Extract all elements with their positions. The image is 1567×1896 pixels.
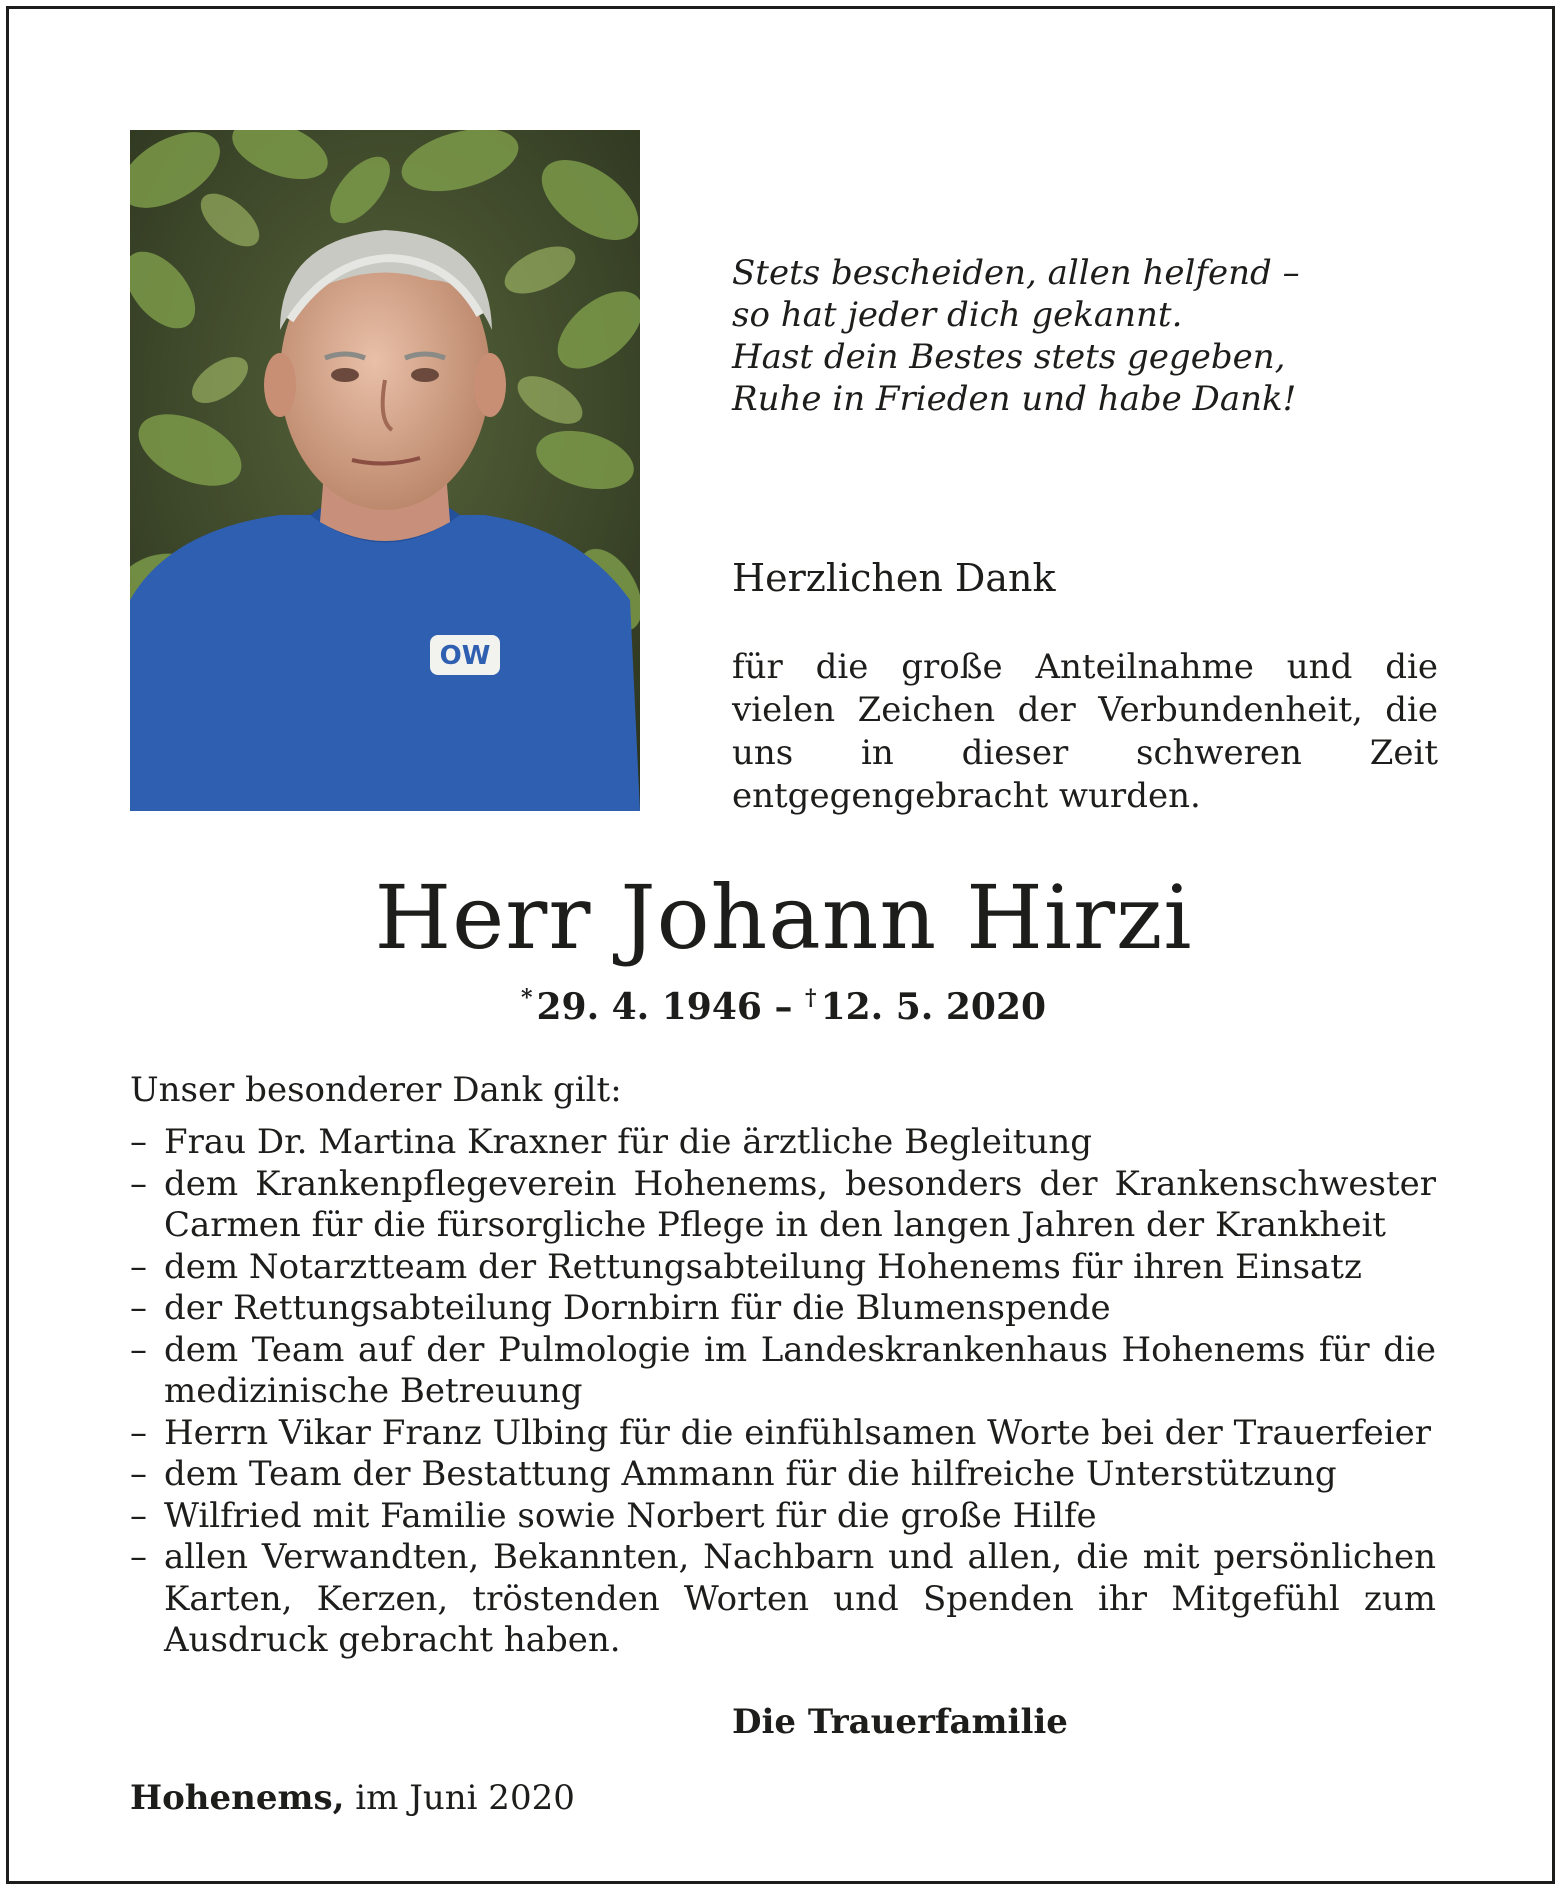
signature: Die Trauerfamilie <box>732 1702 1068 1742</box>
date-separator: – <box>774 986 793 1028</box>
poem-line: Hast dein Bestes stets gegeben, <box>732 337 1286 377</box>
poem <box>732 252 1432 420</box>
portrait-photo <box>130 130 640 811</box>
footer-place: Hohenems, <box>130 1778 345 1818</box>
death-symbol: † <box>805 985 817 1011</box>
list-item: – Frau Dr. Martina Kraxner für die ärztliche Begleitung <box>130 1122 1436 1164</box>
poem-line: Ruhe in Frieden und habe Dank! <box>732 379 1297 419</box>
list-item: – dem Notarztteam der Rettungsabteilung Hohenems für ihren Einsatz <box>130 1247 1436 1289</box>
thanks-text: für die große Anteilnahme und die vielen Zeichen der Verbundenheit, die uns in dieser schweren Zeit entgegengebracht wurden. <box>732 647 1438 816</box>
acknowledgements-intro: Unser besonderer Dank gilt: <box>130 1070 622 1110</box>
birth-date: 29. 4. 1946 <box>536 986 762 1028</box>
shirt-logo-text: OW <box>439 641 491 671</box>
list-item: – Herrn Vikar Franz Ulbing für die einfühlsamen Worte bei der Trauerfeier <box>130 1413 1436 1455</box>
list-item: – Wilfried mit Familie sowie Norbert für die große Hilfe <box>130 1496 1436 1538</box>
list-item: – dem Team der Bestattung Ammann für die hilfreiche Unterstützung <box>130 1454 1436 1496</box>
death-date: 12. 5. 2020 <box>820 986 1047 1028</box>
list-item: – dem Team auf der Pulmologie im Landeskrankenhaus Hohenems für die medizinische Betreuung <box>130 1330 1436 1413</box>
list-item: – der Rettungsabteilung Dornbirn für die Blumenspende <box>130 1288 1436 1330</box>
footer-date: im Juni 2020 <box>355 1778 575 1818</box>
life-dates <box>0 985 1567 1028</box>
footer <box>130 1778 575 1818</box>
poem-line: Stets bescheiden, allen helfend – <box>732 253 1300 293</box>
birth-symbol: * <box>520 985 533 1011</box>
list-item: – dem Krankenpflegeverein Hohenems, besonders der Krankenschwester Carmen für die fürsorgliche Pflege in den langen Jahren der Krankheit <box>130 1164 1436 1247</box>
poem-line: so hat jeder dich gekannt. <box>732 295 1183 335</box>
acknowledgements-list <box>130 1122 1436 1662</box>
thanks-heading: Herzlichen Dank <box>732 556 1056 600</box>
deceased-name: Herr Johann Hirzi <box>374 866 1193 969</box>
portrait-illustration <box>130 130 640 811</box>
list-item: – allen Verwandten, Bekannten, Nachbarn und allen, die mit persönlichen Karten, Kerzen, tröstenden Worten und Spenden ihr Mitgefühl zum Ausdruck gebracht haben. <box>130 1537 1436 1662</box>
